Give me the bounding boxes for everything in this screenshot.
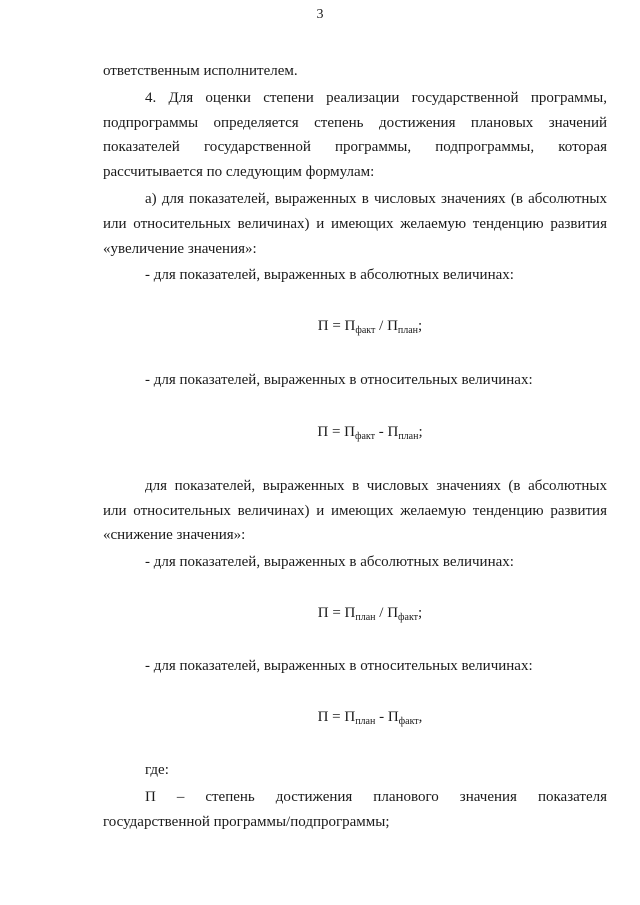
item-b-line: для показателей, выраженных в числовых значениях (в абсолютных	[145, 478, 607, 494]
item-b-line: или относительных величинах) и имеющих желаемую тенденцию развития	[103, 503, 607, 519]
definition-line: государственной программы/подпрограммы;	[103, 814, 390, 830]
paragraph-line: 4. Для оценки степени реализации государственной программы,	[145, 90, 607, 106]
formula-2: $П = П_{факт} - П_{план}$;	[317, 424, 423, 442]
item-a-line: «увеличение значения»:	[103, 241, 257, 257]
paragraph-line: рассчитывается по следующим формулам:	[103, 164, 375, 180]
paragraph-line: показателей государственной программы, подпрограммы, которая	[103, 139, 607, 155]
where-label: где:	[145, 762, 169, 778]
item-a-line: а) для показателей, выраженных в числовых значениях (в абсолютных	[145, 191, 607, 207]
paragraph-line: подпрограммы определяется степень достижения плановых значений	[103, 115, 607, 131]
formula-4: $П = П_{план} - П_{факт}$,	[317, 709, 423, 727]
paragraph-line: ответственным исполнителем.	[103, 63, 298, 79]
label-absolute-values: - для показателей, выраженных в абсолютных величинах:	[145, 267, 514, 283]
item-a-line: или относительных величинах) и имеющих желаемую тенденцию развития	[103, 216, 607, 232]
formula-1: $П = П_{факт} / П_{план}$;	[317, 318, 423, 336]
page-number: 3	[316, 7, 324, 22]
definition-line: П – степень достижения планового значения показателя	[145, 789, 607, 805]
label-relative-values: - для показателей, выраженных в относительных величинах:	[145, 658, 533, 674]
label-absolute-values: - для показателей, выраженных в абсолютных величинах:	[145, 554, 514, 570]
label-relative-values: - для показателей, выраженных в относительных величинах:	[145, 372, 533, 388]
item-b-line: «снижение значения»:	[103, 527, 246, 543]
formula-3: $П = П_{план} / П_{факт}$;	[317, 605, 423, 623]
